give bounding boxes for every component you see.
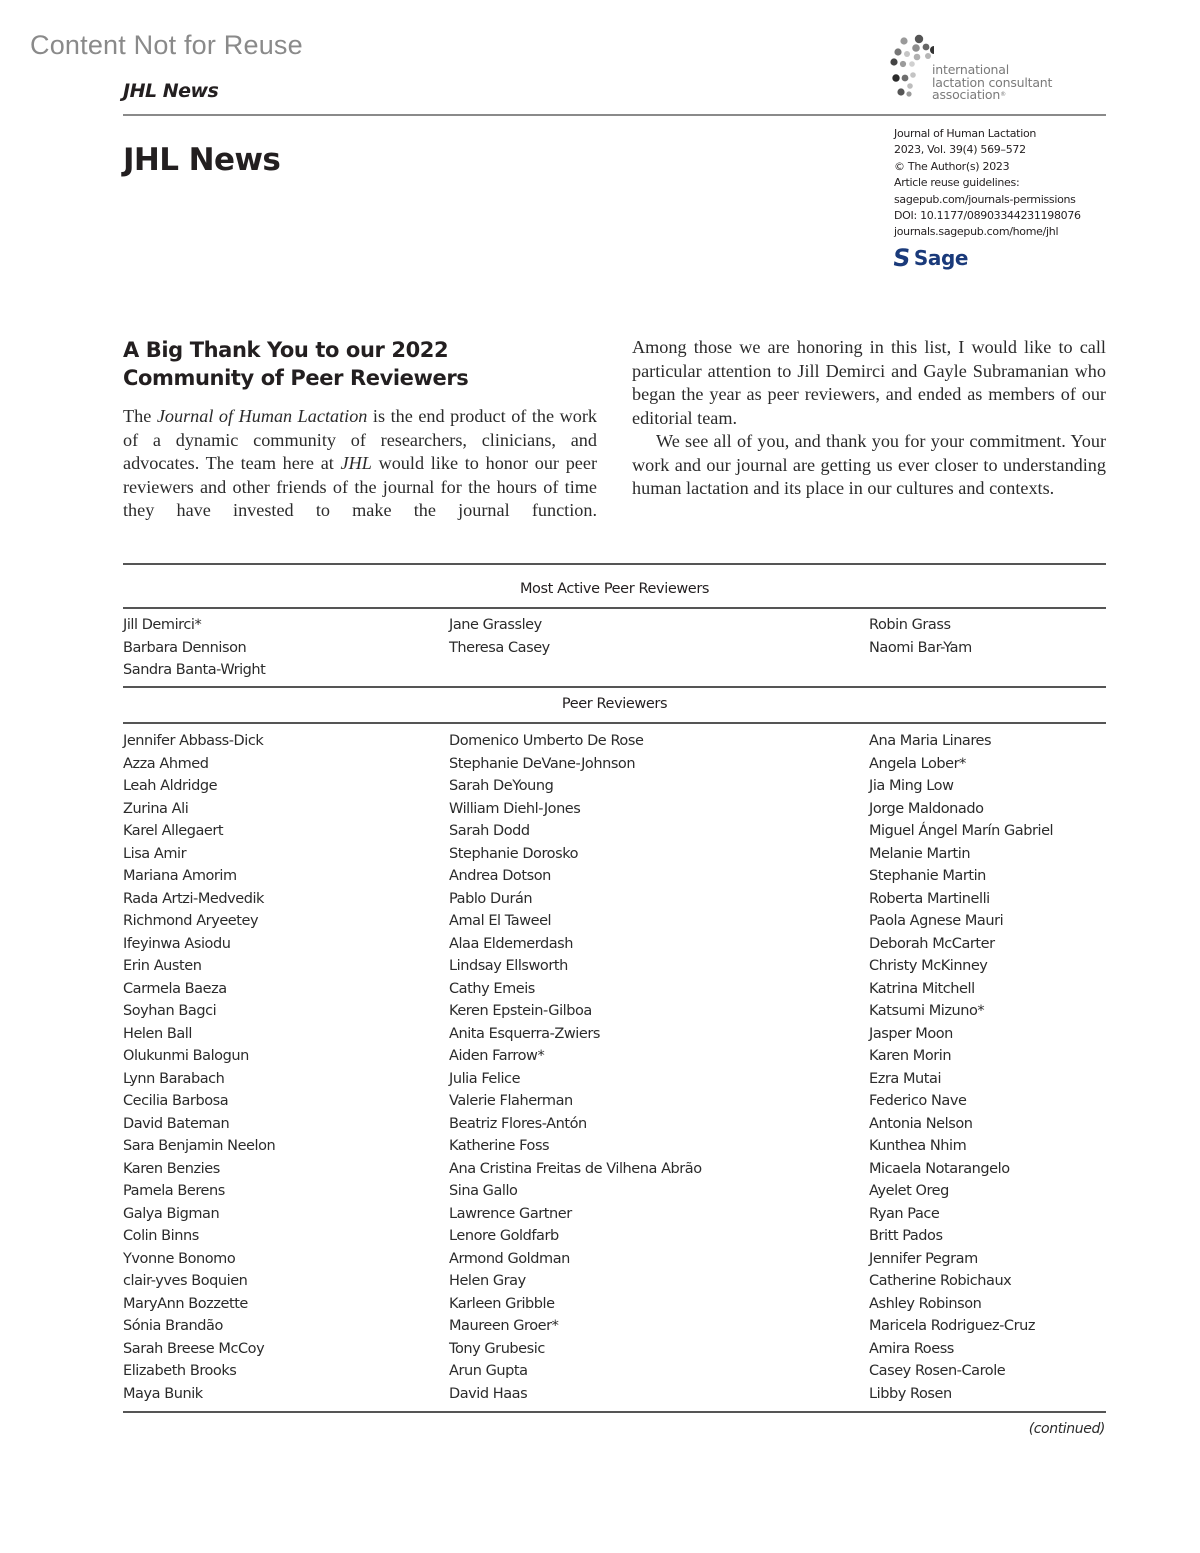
registered-mark: ® — [1000, 91, 1006, 98]
reviewer-name: Theresa Casey — [449, 639, 550, 656]
reviewer-name: Sarah DeYoung — [449, 778, 554, 794]
most-active-heading: Most Active Peer Reviewers — [519, 581, 710, 597]
journal-home-link[interactable]: journals.sagepub.com/home/jhl — [894, 225, 1059, 239]
reviewer-name: Melanie Martin — [869, 845, 971, 862]
reviewer-name: Casey Rosen-Carole — [869, 1363, 1006, 1379]
journal-volume: 2023, Vol. 39(4) 569–572 — [894, 143, 1026, 157]
reviewer-name: Erin Austen — [123, 958, 202, 974]
peer-reviewers-column-3 — [869, 730, 1053, 1405]
table-top-rule — [123, 563, 1106, 565]
reuse-link[interactable]: sagepub.com/journals-permissions — [894, 192, 1076, 206]
reviewer-name: Amira Roess — [869, 1340, 954, 1357]
reviewer-name: Christy McKinney — [869, 958, 988, 974]
logo-line-2: lactation consultant — [932, 74, 1053, 90]
section-title: JHL News — [123, 142, 281, 178]
table-bottom-rule — [123, 1411, 1106, 1413]
reviewer-name: Rada Artzi-Medvedik — [123, 890, 264, 907]
reviewer-name: Beatriz Flores-Antón — [449, 1115, 587, 1132]
reuse-label: Article reuse guidelines: — [894, 176, 1020, 190]
reviewer-name: Olukunmi Balogun — [123, 1048, 249, 1064]
reviewer-name: Stephanie Dorosko — [449, 845, 579, 862]
peer-reviewers-heading: Peer Reviewers — [561, 696, 668, 712]
thanks-paragraph: We see all of you, and thank you for your commitment. Your work and our journal are getting us ever closer to understanding human lactation and its place in our cultures and contexts. — [632, 431, 1106, 498]
logo-line-3: association — [932, 87, 1001, 102]
reviewer-name: Sina Gallo — [449, 1183, 518, 1199]
doi[interactable]: DOI: 10.1177/08903344231198076 — [894, 209, 1081, 223]
reviewer-name: Naomi Bar-Yam — [869, 639, 972, 656]
table-rule — [123, 686, 1106, 688]
reviewer-name: Deborah McCarter — [869, 935, 995, 952]
reviewer-name: Armond Goldman — [449, 1250, 570, 1267]
peer-reviewers-column-2 — [449, 730, 702, 1405]
reviewer-name: Anita Esquerra-Zwiers — [449, 1025, 600, 1042]
reviewer-name: Sarah Dodd — [449, 823, 530, 839]
reviewer-name: Stephanie Martin — [869, 868, 986, 884]
reviewer-name: Yvonne Bonomo — [123, 1250, 236, 1267]
reviewer-name: Karleen Gribble — [449, 1295, 555, 1312]
reviewer-name: Zurina Ali — [123, 800, 189, 817]
reviewer-name: Amal El Taweel — [449, 913, 552, 929]
reviewer-name: David Bateman — [123, 1115, 230, 1132]
reviewer-name: Jill Demirci* — [123, 617, 202, 633]
reviewer-name: Pamela Berens — [123, 1183, 225, 1199]
header-divider — [123, 114, 1106, 116]
jhl-italic: JHL — [340, 453, 372, 473]
reviewer-name: Maya Bunik — [123, 1385, 203, 1402]
reviewer-name: David Haas — [449, 1385, 528, 1402]
journal-title-italic: Journal of Human Lactation — [156, 406, 368, 426]
reviewer-name: Paola Agnese Mauri — [869, 913, 1004, 929]
reviewer-name: Soyhan Bagci — [123, 1003, 217, 1019]
honoring-paragraph: Among those we are honoring in this list, I would like to call particular attention to Jill Demirci and Gayle Subramanian who began the year as peer reviewers, and ended as members of our editorial team. — [632, 337, 1106, 428]
reviewer-name: Jennifer Pegram — [869, 1250, 978, 1267]
reviewer-name: Lenore Goldfarb — [449, 1228, 559, 1244]
ilca-dots-logo-icon — [890, 34, 934, 109]
reviewer-name: Angela Lober* — [869, 755, 966, 772]
reviewer-name: Julia Felice — [449, 1070, 521, 1087]
reviewer-name: MaryAnn Bozzette — [123, 1295, 248, 1312]
reviewer-name: Jia Ming Low — [869, 778, 954, 794]
reviewer-name: Robin Grass — [869, 617, 951, 633]
reviewer-name: Elizabeth Brooks — [123, 1363, 237, 1379]
reviewer-name: Karen Benzies — [123, 1160, 220, 1177]
reviewer-name: clair-yves Boquien — [123, 1273, 248, 1289]
reviewer-name: Lindsay Ellsworth — [449, 958, 568, 974]
reviewer-name: Arun Gupta — [449, 1363, 528, 1379]
reviewer-name: Andrea Dotson — [449, 868, 551, 884]
article-heading-line-2: Community of Peer Reviewers — [123, 366, 469, 390]
reviewer-name: Antonia Nelson — [869, 1115, 973, 1132]
peer-reviewers-column-1 — [123, 730, 275, 1405]
reviewer-name: Kunthea Nhim — [869, 1138, 967, 1154]
logo-line-1: international — [932, 62, 1009, 77]
sage-s-logo-icon: S — [891, 244, 912, 272]
sage-logo — [893, 246, 968, 270]
reviewer-name: Carmela Baeza — [123, 980, 227, 997]
ilca-logo — [890, 34, 1090, 109]
most-active-column-1 — [123, 614, 265, 682]
reviewer-name: Cathy Emeis — [449, 980, 535, 997]
reviewer-name: Tony Grubesic — [449, 1340, 545, 1357]
reviewer-name: Sara Benjamin Neelon — [123, 1138, 276, 1154]
copyright: © The Author(s) 2023 — [894, 159, 1010, 173]
table-rule — [123, 722, 1106, 724]
reviewer-name: Miguel Ángel Marín Gabriel — [869, 823, 1054, 839]
reviewer-name: Sarah Breese McCoy — [123, 1340, 265, 1357]
reviewer-name: Micaela Notarangelo — [869, 1160, 1010, 1177]
reviewer-name: Libby Rosen — [869, 1385, 952, 1402]
reviewer-name: Domenico Umberto De Rose — [449, 733, 644, 749]
publisher-name: Sage — [913, 246, 969, 270]
reviewer-name: Keren Epstein-Gilboa — [449, 1003, 592, 1019]
reviewer-name: Maricela Rodriguez-Cruz — [869, 1318, 1035, 1334]
reviewer-name: Jorge Maldonado — [869, 800, 984, 817]
reviewer-name: Richmond Aryeetey — [123, 913, 259, 929]
reviewer-name: Leah Aldridge — [123, 778, 218, 794]
reviewer-name: William Diehl-Jones — [449, 800, 581, 817]
reviewer-name: Alaa Eldemerdash — [449, 935, 574, 952]
reviewer-name: Ashley Robinson — [869, 1295, 982, 1312]
journal-name: Journal of Human Lactation — [894, 127, 1037, 140]
journal-meta — [894, 126, 1081, 241]
reviewer-name: Ayelet Oreg — [869, 1183, 949, 1199]
reviewer-name: Maureen Groer* — [449, 1318, 559, 1334]
intro-paragraph — [123, 405, 597, 523]
reviewer-name: Ana Maria Linares — [869, 733, 992, 749]
reviewer-name: Mariana Amorim — [123, 868, 237, 884]
reviewer-name: Roberta Martinelli — [869, 890, 990, 907]
reviewer-name: Galya Bigman — [123, 1205, 220, 1222]
reviewer-name: Ifeyinwa Asiodu — [123, 935, 231, 952]
reviewer-name: Ryan Pace — [869, 1205, 940, 1222]
table-rule — [123, 607, 1106, 609]
watermark: Content Not for Reuse — [30, 30, 303, 60]
intro-text: would like to honor our peer reviewers and other friends of the journal for the hours of time they have invested to make the journal function. — [123, 453, 597, 520]
reviewer-name: Lawrence Gartner — [449, 1205, 572, 1222]
reviewer-name: Barbara Dennison — [123, 639, 247, 656]
reviewer-name: Katherine Foss — [449, 1138, 550, 1154]
reviewer-name: Stephanie DeVane-Johnson — [449, 755, 636, 772]
reviewer-name: Azza Ahmed — [123, 755, 209, 772]
intro-text: is the end product of the work of a dynamic community of researchers, clinicians, and advocates. The team here at — [123, 406, 597, 473]
continued-note: (continued) — [1028, 1421, 1105, 1437]
article-heading-line-1: A Big Thank You to our 2022 — [123, 338, 449, 362]
reviewer-name: Aiden Farrow* — [449, 1048, 545, 1064]
reviewer-name: Helen Gray — [449, 1273, 526, 1289]
reviewer-name: Lisa Amir — [123, 845, 187, 862]
reviewer-name: Valerie Flaherman — [449, 1093, 573, 1109]
reviewer-name: Jasper Moon — [869, 1025, 953, 1042]
most-active-column-2 — [449, 614, 550, 659]
reviewer-name: Karel Allegaert — [123, 823, 224, 839]
reviewer-name: Jennifer Abbass-Dick — [123, 733, 264, 749]
reviewer-name: Ezra Mutai — [869, 1070, 942, 1087]
intro-text: The — [123, 406, 157, 426]
ilca-wordmark — [932, 64, 1052, 102]
reviewer-name: Katrina Mitchell — [869, 980, 975, 997]
most-active-column-3 — [869, 614, 972, 659]
reviewer-name: Ana Cristina Freitas de Vilhena Abrão — [449, 1160, 702, 1177]
reviewer-name: Britt Pados — [869, 1228, 943, 1244]
reviewer-name: Catherine Robichaux — [869, 1273, 1012, 1289]
reviewer-name: Lynn Barabach — [123, 1070, 225, 1087]
reviewer-name: Jane Grassley — [449, 617, 542, 633]
right-column-text — [632, 336, 1106, 501]
reviewer-name: Sandra Banta-Wright — [123, 662, 266, 678]
reviewer-name: Sónia Brandão — [123, 1318, 223, 1334]
reviewer-name: Pablo Durán — [449, 890, 533, 907]
reviewer-name: Colin Binns — [123, 1228, 199, 1244]
reviewer-name: Federico Nave — [869, 1093, 967, 1109]
reviewer-name: Karen Morin — [869, 1048, 952, 1064]
running-head: JHL News — [123, 80, 219, 102]
reviewer-name: Katsumi Mizuno* — [869, 1003, 985, 1019]
reviewer-name: Helen Ball — [123, 1025, 192, 1042]
article-heading — [123, 336, 583, 392]
reviewer-name: Cecilia Barbosa — [123, 1093, 229, 1109]
